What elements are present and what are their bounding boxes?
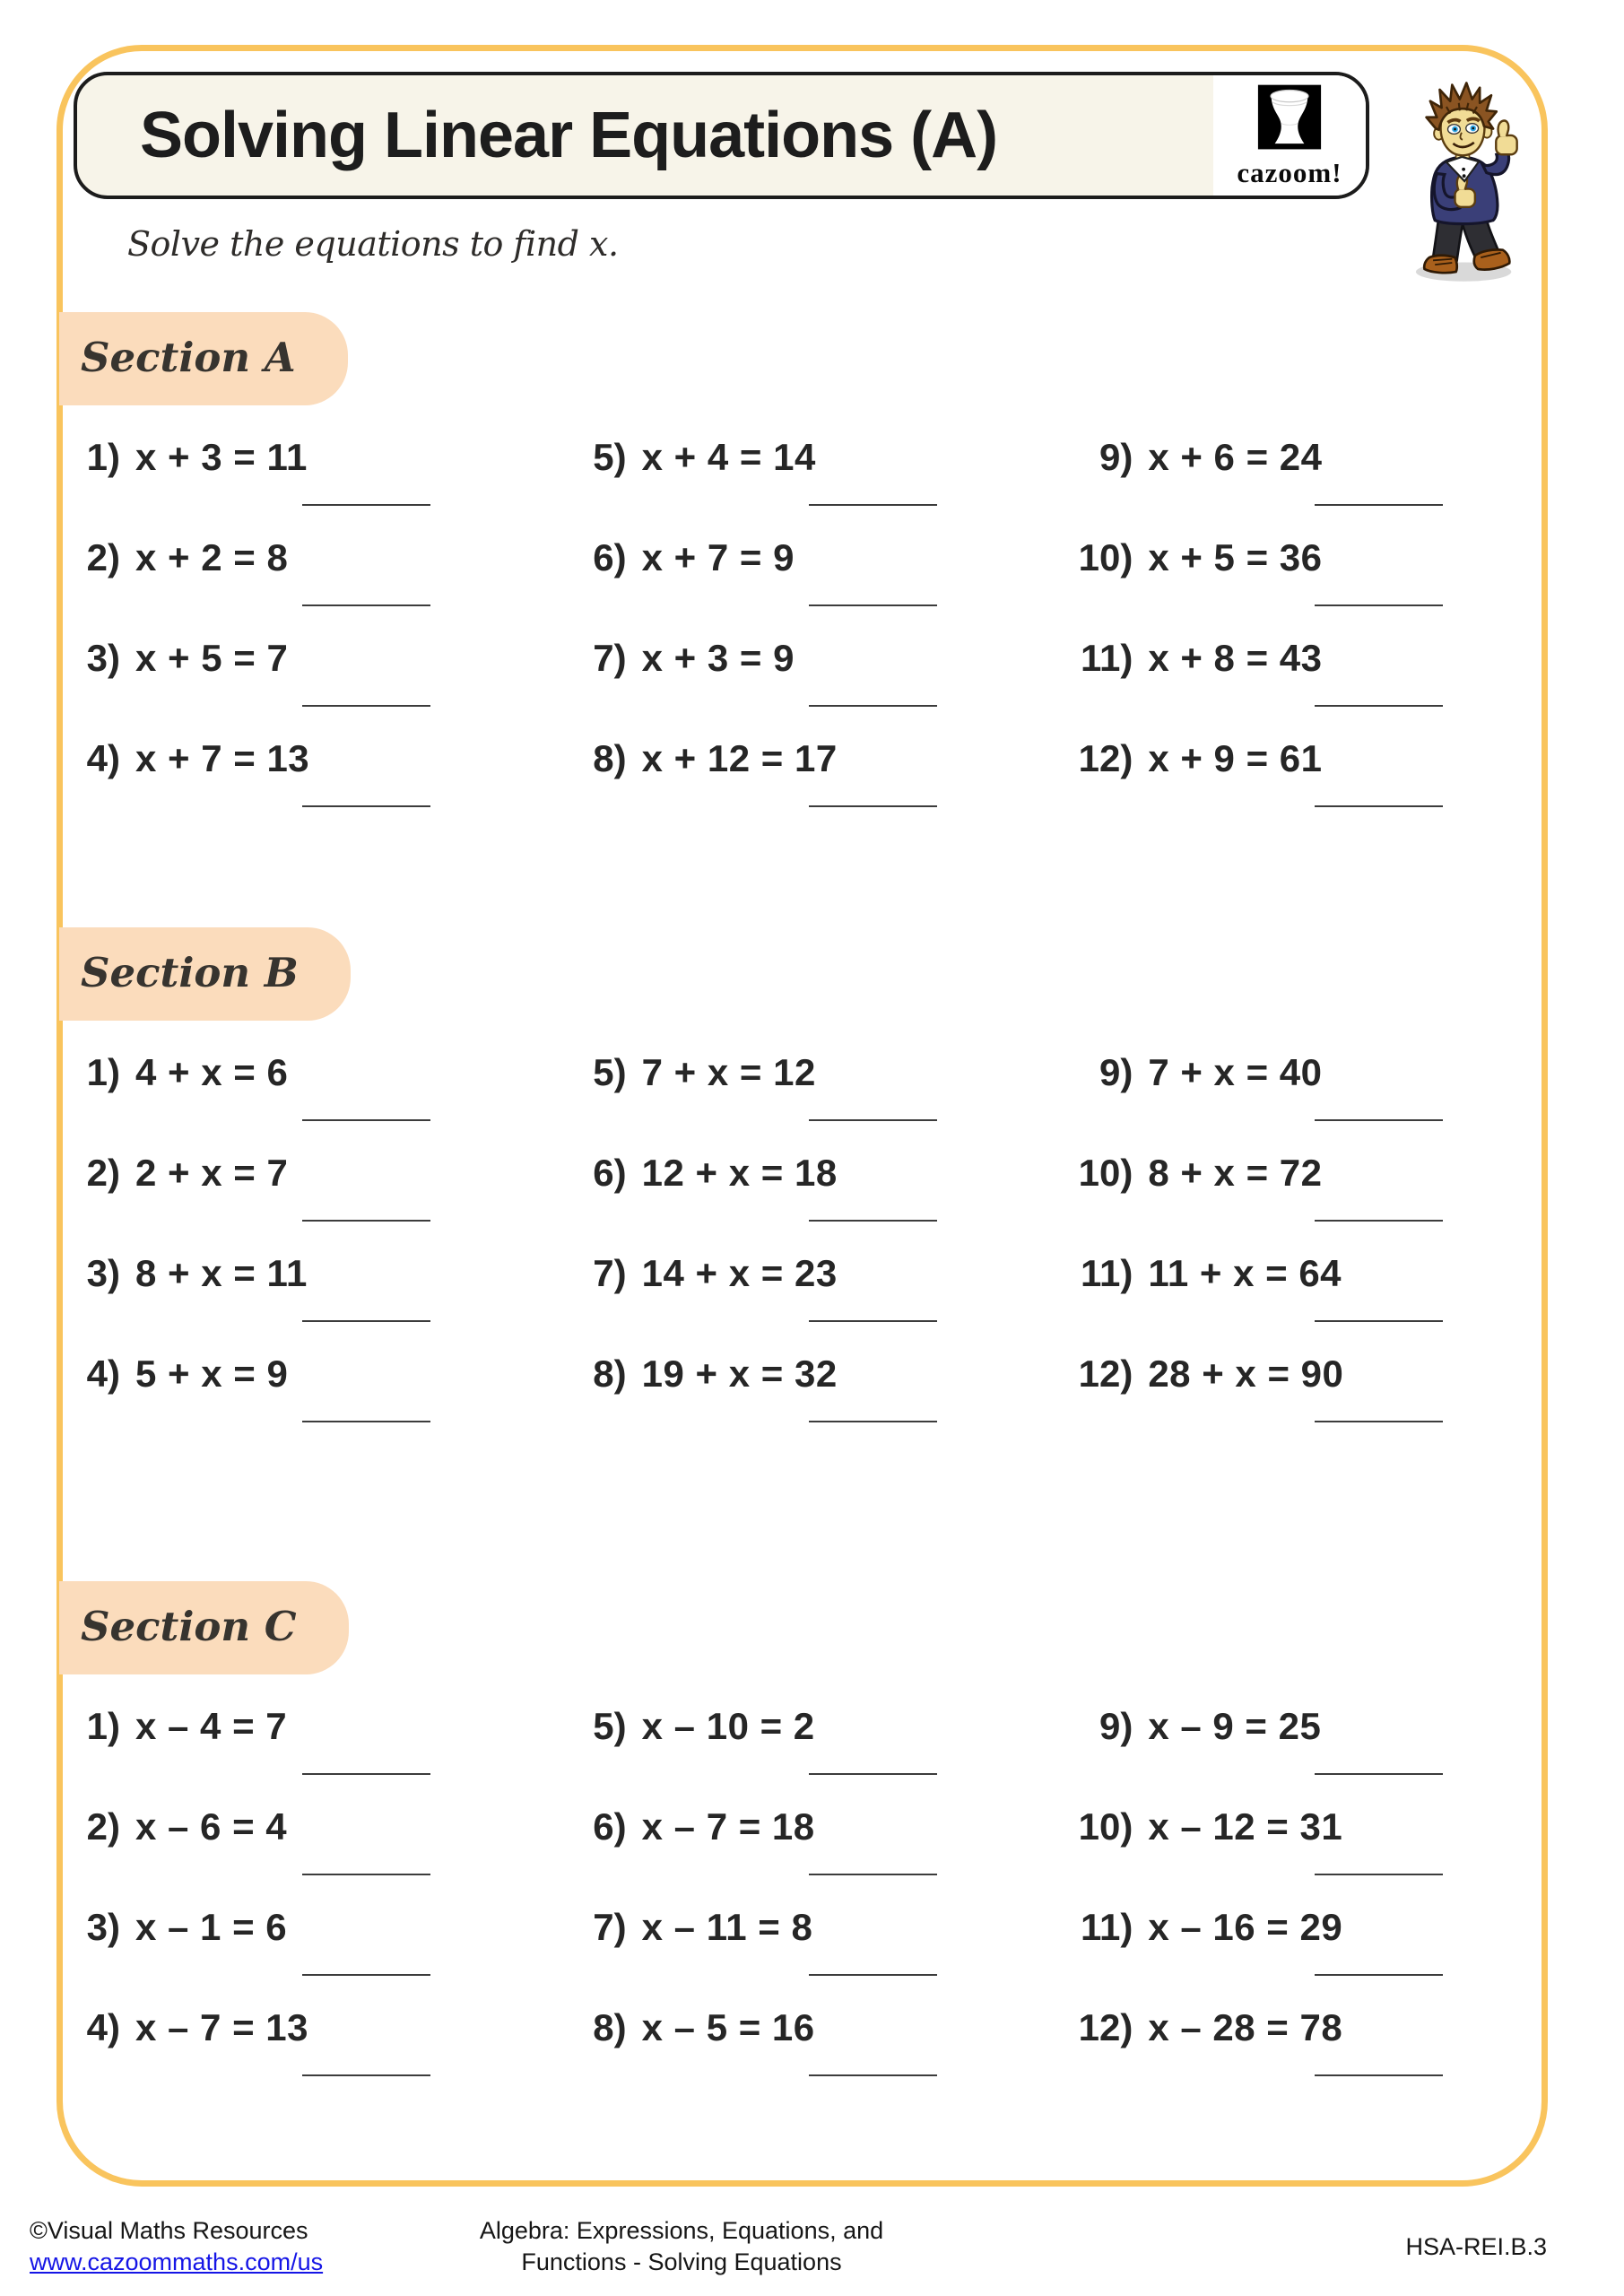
section-c: [0, 1581, 1624, 2107]
answer-line: [302, 1874, 430, 1875]
answer-line: [809, 805, 937, 807]
problem-row: [1050, 737, 1557, 838]
problem-equation: x + 4 = 14: [641, 436, 816, 478]
problem-row: [544, 737, 1051, 838]
problem-number: 4): [86, 737, 120, 779]
problem-number: 11): [1080, 1906, 1133, 1948]
problem-number: 3): [86, 1906, 120, 1948]
problem-equation: x – 12 = 31: [1148, 1805, 1343, 1848]
problem-number: 12): [1078, 737, 1133, 779]
problem-equation: 28 + x = 90: [1148, 1352, 1344, 1395]
problem-row: [544, 1705, 1051, 1805]
problem-number: 11): [1080, 637, 1133, 679]
problem-row: [38, 1252, 544, 1352]
problem-row: [544, 1152, 1051, 1252]
problem-row: [544, 1906, 1051, 2006]
problem-number: 5): [593, 436, 627, 478]
copyright-text: ©Visual Maths Resources: [30, 2217, 308, 2244]
problem-number: 1): [86, 1705, 120, 1747]
problem-row: [38, 1352, 544, 1453]
problem-number: 4): [86, 2006, 120, 2048]
problem-equation: x + 6 = 24: [1148, 436, 1323, 478]
problem-row: [38, 2006, 544, 2107]
problem-equation: 8 + x = 72: [1148, 1152, 1323, 1194]
problem-equation: x + 5 = 7: [135, 637, 289, 679]
answer-line: [302, 2074, 430, 2076]
answer-line: [302, 1773, 430, 1775]
problem-number: 10): [1078, 1152, 1133, 1194]
problem-number: 10): [1078, 1805, 1133, 1848]
section-a: [0, 312, 1624, 838]
problem-number: 7): [593, 1906, 627, 1948]
answer-line: [302, 1421, 430, 1422]
answer-line: [1315, 1220, 1443, 1222]
problem-equation: x + 2 = 8: [135, 536, 289, 578]
answer-line: [809, 604, 937, 606]
problem-row: [544, 1805, 1051, 1906]
subject-line-2: Functions - Solving Equations: [521, 2248, 842, 2275]
problem-row: [38, 436, 544, 536]
cazoom-site-link[interactable]: www.cazoommaths.com/us: [30, 2248, 324, 2275]
problem-equation: x + 3 = 9: [641, 637, 795, 679]
answer-line: [1315, 705, 1443, 707]
problem-number: 9): [1099, 1705, 1133, 1747]
problem-number: 3): [86, 1252, 120, 1294]
answer-line: [809, 1220, 937, 1222]
answer-line: [302, 604, 430, 606]
problem-equation: x – 28 = 78: [1148, 2006, 1343, 2048]
answer-line: [1315, 805, 1443, 807]
problem-equation: x – 7 = 13: [135, 2006, 308, 2048]
answer-line: [809, 504, 937, 506]
problem-number: 5): [593, 1051, 627, 1093]
answer-line: [1315, 1119, 1443, 1121]
footer-subject: [386, 2215, 977, 2278]
answer-line: [1315, 1320, 1443, 1322]
problem-equation: x + 9 = 61: [1148, 737, 1323, 779]
problem-row: [38, 1051, 544, 1152]
problem-number: 1): [86, 436, 120, 478]
problem-grid: [0, 1051, 1624, 1453]
answer-line: [809, 1773, 937, 1775]
problem-row: [1050, 1152, 1557, 1252]
problem-number: 8): [593, 2006, 627, 2048]
problem-equation: x + 5 = 36: [1148, 536, 1323, 578]
answer-line: [302, 705, 430, 707]
problem-equation: 19 + x = 32: [641, 1352, 838, 1395]
problem-row: [1050, 1051, 1557, 1152]
answer-line: [1315, 1974, 1443, 1976]
worksheet-sections: [0, 312, 1624, 2107]
answer-line: [809, 1320, 937, 1322]
problem-equation: 5 + x = 9: [135, 1352, 289, 1395]
problem-equation: 2 + x = 7: [135, 1152, 289, 1194]
problem-row: [38, 1906, 544, 2006]
problem-equation: x + 3 = 11: [135, 436, 308, 478]
problem-number: 6): [593, 536, 627, 578]
subject-line-1: Algebra: Expressions, Equations, and: [479, 2217, 884, 2244]
problem-number: 3): [86, 637, 120, 679]
section-label: Section A: [59, 312, 348, 405]
answer-line: [1315, 1874, 1443, 1875]
problem-row: [38, 737, 544, 838]
problem-number: 7): [593, 1252, 627, 1294]
section-b: [0, 927, 1624, 1453]
problem-number: 6): [593, 1805, 627, 1848]
problem-equation: 8 + x = 11: [135, 1252, 308, 1294]
problem-row: [38, 1805, 544, 1906]
answer-line: [809, 705, 937, 707]
problem-row: [544, 1051, 1051, 1152]
answer-line: [1315, 504, 1443, 506]
problem-row: [38, 637, 544, 737]
cazoom-logo: [1213, 75, 1366, 196]
problem-number: 9): [1099, 436, 1133, 478]
problem-number: 12): [1078, 1352, 1133, 1395]
problem-row: [544, 536, 1051, 637]
problem-equation: x + 8 = 43: [1148, 637, 1323, 679]
problem-row: [1050, 1805, 1557, 1906]
answer-line: [302, 805, 430, 807]
problem-equation: x – 4 = 7: [135, 1705, 288, 1747]
problem-equation: 11 + x = 64: [1148, 1252, 1342, 1294]
section-label: Section B: [59, 927, 351, 1021]
problem-number: 10): [1078, 536, 1133, 578]
problem-number: 7): [593, 637, 627, 679]
answer-line: [302, 1119, 430, 1121]
problem-grid: [0, 436, 1624, 838]
problem-equation: x – 5 = 16: [641, 2006, 815, 2048]
standard-code: HSA-REI.B.3: [1405, 2233, 1547, 2260]
problem-row: [38, 1152, 544, 1252]
problem-row: [544, 1252, 1051, 1352]
problem-row: [1050, 637, 1557, 737]
page-title: Solving Linear Equations (A): [140, 100, 998, 171]
answer-line: [1315, 1421, 1443, 1422]
problem-row: [544, 1352, 1051, 1453]
problem-equation: 7 + x = 40: [1148, 1051, 1323, 1093]
problem-number: 12): [1078, 2006, 1133, 2048]
answer-line: [302, 1974, 430, 1976]
problem-row: [1050, 2006, 1557, 2107]
problem-equation: x – 6 = 4: [135, 1805, 288, 1848]
problem-equation: x – 10 = 2: [641, 1705, 815, 1747]
worksheet-instruction: Solve the equations to find x.: [127, 224, 619, 264]
problem-row: [1050, 536, 1557, 637]
problem-number: 1): [86, 1051, 120, 1093]
section-label: Section C: [59, 1581, 349, 1674]
problem-equation: x – 9 = 25: [1148, 1705, 1322, 1747]
problem-number: 2): [86, 536, 120, 578]
answer-line: [809, 1974, 937, 1976]
answer-line: [302, 504, 430, 506]
answer-line: [1315, 604, 1443, 606]
problem-row: [544, 2006, 1051, 2107]
problem-equation: x + 7 = 9: [641, 536, 795, 578]
problem-equation: 7 + x = 12: [641, 1051, 816, 1093]
answer-line: [809, 1421, 937, 1422]
djembe-drum-icon: [1255, 84, 1324, 160]
problem-row: [1050, 436, 1557, 536]
problem-row: [544, 637, 1051, 737]
problem-equation: 14 + x = 23: [641, 1252, 838, 1294]
answer-line: [302, 1320, 430, 1322]
answer-line: [1315, 1773, 1443, 1775]
footer-left: [30, 2215, 323, 2278]
answer-line: [809, 2074, 937, 2076]
problem-equation: 4 + x = 6: [135, 1051, 289, 1093]
problem-equation: x + 12 = 17: [641, 737, 838, 779]
problem-row: [1050, 1252, 1557, 1352]
problem-number: 6): [593, 1152, 627, 1194]
problem-equation: x – 11 = 8: [641, 1906, 813, 1948]
brand-name: cazoom!: [1237, 157, 1342, 188]
problem-grid: [0, 1705, 1624, 2107]
problem-row: [1050, 1705, 1557, 1805]
problem-equation: x – 16 = 29: [1148, 1906, 1343, 1948]
mascot-boy-thumbs-up-illustration: [1402, 61, 1523, 285]
worksheet-title-box: [74, 72, 1369, 199]
problem-number: 5): [593, 1705, 627, 1747]
problem-number: 9): [1099, 1051, 1133, 1093]
problem-row: [1050, 1906, 1557, 2006]
problem-equation: x + 7 = 13: [135, 737, 310, 779]
problem-number: 2): [86, 1152, 120, 1194]
answer-line: [809, 1874, 937, 1875]
answer-line: [1315, 2074, 1443, 2076]
answer-line: [302, 1220, 430, 1222]
problem-row: [38, 536, 544, 637]
problem-row: [38, 1705, 544, 1805]
problem-equation: x – 1 = 6: [135, 1906, 288, 1948]
problem-equation: 12 + x = 18: [641, 1152, 838, 1194]
problem-number: 11): [1080, 1252, 1133, 1294]
problem-number: 8): [593, 737, 627, 779]
problem-row: [1050, 1352, 1557, 1453]
problem-number: 4): [86, 1352, 120, 1395]
problem-number: 2): [86, 1805, 120, 1848]
problem-number: 8): [593, 1352, 627, 1395]
problem-equation: x – 7 = 18: [641, 1805, 815, 1848]
answer-line: [809, 1119, 937, 1121]
problem-row: [544, 436, 1051, 536]
